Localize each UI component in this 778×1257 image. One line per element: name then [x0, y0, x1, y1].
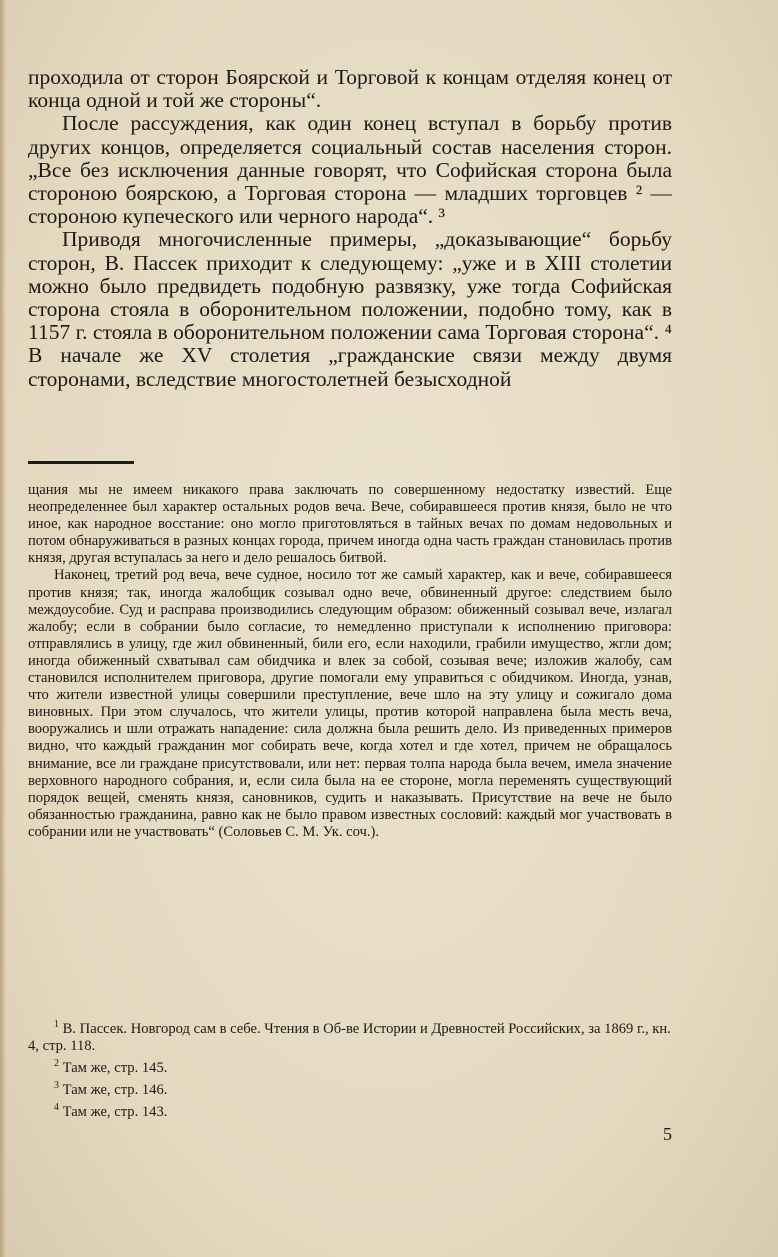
page-number: 5 [663, 1124, 672, 1144]
reference-mark: 4 [54, 1101, 59, 1113]
footnote-paragraph-1: щания мы не имеем никакого права заключать по совершенному недостатку известий. Еще неопределеннее был характер остальных родов веча. Вече, собиравшееся против князя, было не что иное, как народное восстание: оно могло приготовляться в тайных вечах по домам недовольных и потом обнаруживаться в разных концах города, причем иногда одна часть граждан становилась против князя, другая вступалась за него и дело решалось битвой. [28, 482, 672, 567]
reference-text: Там же, стр. 143. [62, 1103, 168, 1120]
main-text [28, 66, 672, 391]
footnote-paragraph-2: Наконец, третий род веча, вече судное, носило тот же самый характер, как и вече, собиравшееся против князя; так, иногда жалобщик созывал одно вече, обвиненный другое: следствием было междоусобие. Суд и расправа производились следующим образом: обиженный созывал вече, излагал жалобу; если в собрании было согласие, то немедленно приступали к исполнению приговора: отправлялись в улицу, где жил обвиненный, били его, если находили, грабили имущество, жгли дом; иногда обиженный схватывал сам обидчика и влек за собой, созывая вече; изложив жалобу, сам становился исполнителем приговора, другие помогали ему управиться с обидчиком. Иногда, узнав, что жители известной улицы совершили преступление, вече шло на эту улицу и сожигало дома виновных. При этом случалось, что жители улицы, против которой направлена была месть веча, вооружались и шли отражать нападение: сила должна была решить дело. Из приведенных примеров видно, что каждый гражданин мог собирать вече, когда хотел и где хотел, причем не обращалось внимание, все ли граждане присутствовали, или нет: первая толпа народа была вечем, имела значение верховного народного собрания, и, если сила была на ее стороне, могла переменять существующий порядок вещей, сменять князя, сановников, судить и наказывать. Присутствие на вече не было обязанностью гражданина, равно как не было правом известных сословий: каждый мог участвовать в собрании или не участвовать“ (Соловьев С. М. Ук. соч.). [28, 567, 672, 840]
reference-text: В. Пассек. Новгород сам в себе. Чтения в Об-ве Истории и Древностей Российских, за 1869 г., кн. 4, стр. 118. [28, 1020, 671, 1054]
reference-list [28, 1016, 672, 1121]
paragraph-1: проходила от сторон Боярской и Торговой к концам отделяя конец от конца одной и той же стороны“. [28, 65, 672, 113]
reference-2 [28, 1055, 672, 1077]
reference-4 [28, 1099, 672, 1121]
reference-3 [28, 1077, 672, 1099]
reference-text: Там же, стр. 146. [62, 1081, 168, 1098]
reference-1 [28, 1016, 672, 1055]
reference-mark: 3 [54, 1080, 59, 1091]
paragraph-2: После рассуждения, как один конец вступал в борьбу против других концов, определяется социальный состав населения сторон. „Все без исключения данные говорят, что Софийская сторона была стороною боярскою, а Торговая сторона — младших торговцев ² — стороною купеческого или черного народа“. ³ [28, 111, 672, 229]
page-edge-shadow [0, 0, 6, 1257]
paragraph-3: Приводя многочисленные примеры, „доказывающие“ борьбу сторон, В. Пассек приходит к следующему: „уже и в XIII столетии можно было предвидеть подобную развязку, уже тогда Софийская сторона стояла в оборонительном положении, подобно тому, как в 1157 г. стояла в оборонительном положении сама Торговая сторона“. ⁴ В начале же XV столетия „гражданские связи между двумя сторонами, вследствие многостолетней безысходной [28, 227, 672, 391]
reference-mark: 1 [54, 1019, 59, 1030]
reference-text: Там же, стр. 145. [62, 1059, 168, 1076]
footnote-continuation [28, 482, 672, 841]
footnote-separator [28, 461, 134, 464]
reference-mark: 2 [54, 1058, 59, 1070]
